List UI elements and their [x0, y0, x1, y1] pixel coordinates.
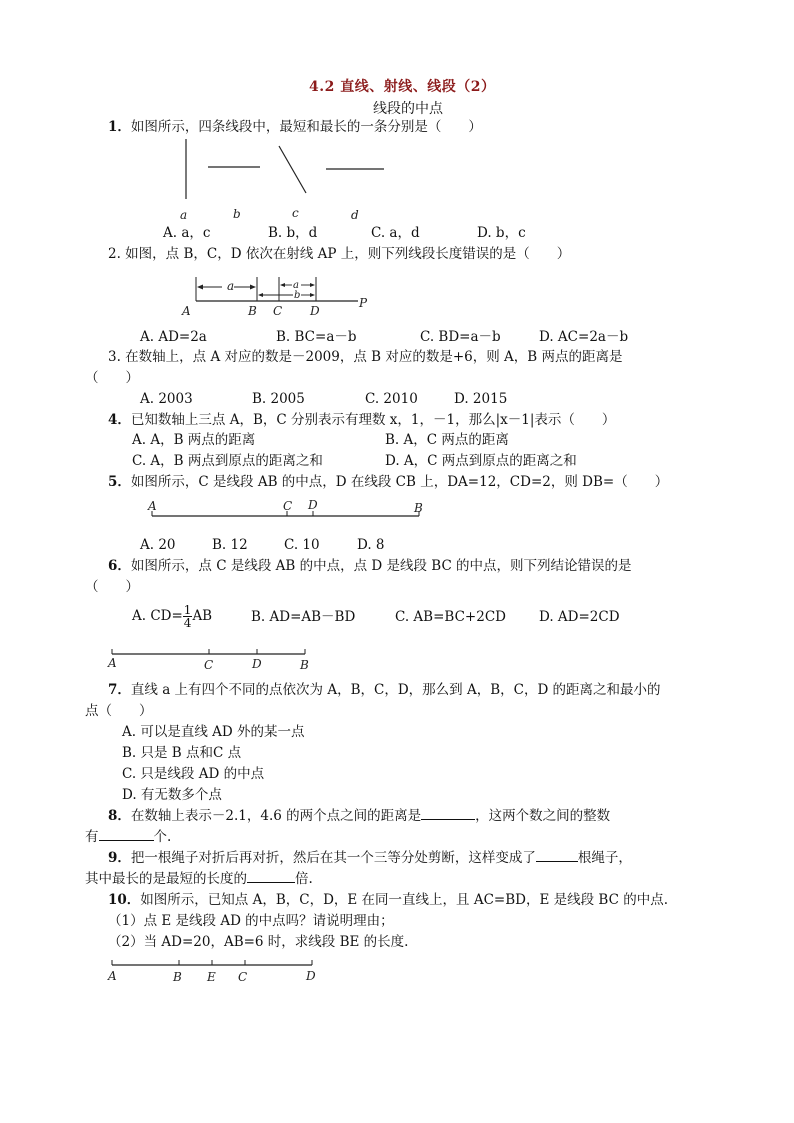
label-C: C: [238, 970, 248, 984]
label-B: B: [248, 304, 257, 318]
question-3-option-b: B. 2005: [252, 391, 305, 407]
question-5-option-c: C. 10: [284, 537, 320, 553]
question-7-option-b: B. 只是 B 点和C 点: [122, 745, 242, 761]
question-5-text: 如图所示，C 是线段 AB 的中点，D 在线段 CB 上，DA=12，CD=2，则 DB=（ ）: [130, 474, 669, 490]
question-7-option-c: C. 只是线段 AD 的中点: [122, 766, 265, 782]
label-D: D: [252, 657, 262, 671]
question-6-option-c: C. AB=BC+2CD: [395, 609, 506, 625]
fraction-numerator: 1: [183, 603, 192, 617]
question-2-option-d: D. AC=2a－b: [539, 329, 629, 345]
label-B: B: [300, 658, 309, 672]
question-9-text-part2: 根绳子，: [577, 850, 632, 866]
question-6-option-a-prefix: A. CD=: [132, 608, 183, 624]
label-P: P: [359, 296, 368, 310]
question-10-sub2: （2）当 AD=20，AB=6 时，求线段 BE 的长度.: [108, 934, 409, 950]
question-9-text-part1: 把一根绳子对折后再对折，然后在其一个三等分处剪断，这样变成了: [130, 850, 536, 866]
question-7-text-line2: 点（ ）: [85, 703, 153, 719]
label-dim-a2: a: [293, 280, 299, 291]
question-9-text-part3: 其中最长的是最短的长度的: [85, 871, 247, 887]
question-8-text-part2: ，这两个数之间的整数: [475, 808, 611, 824]
question-5-number: 5．: [108, 474, 131, 490]
question-1-text: 如图所示，四条线段中，最短和最长的一条分别是（ ）: [130, 119, 482, 135]
label-d: d: [351, 208, 359, 222]
question-6-number: 6．: [108, 558, 131, 574]
question-9-number: 9．: [108, 850, 131, 866]
question-3-option-d: D. 2015: [454, 391, 508, 407]
label-A: A: [182, 304, 191, 318]
label-C: C: [273, 304, 283, 318]
page-subtitle: 线段的中点: [373, 101, 443, 117]
question-4-option-d: D. A，C 两点到原点的距离之和: [385, 453, 577, 469]
label-E: E: [207, 970, 216, 984]
question-6-option-d: D. AD=2CD: [539, 609, 620, 625]
label-a: a: [180, 208, 188, 222]
question-3-text-line1: 3. 在数轴上，点 A 对应的数是－2009，点 B 对应的数是+6，则 A，B 两点的距离是: [108, 349, 623, 365]
question-3-option-a: A. 2003: [140, 391, 193, 407]
label-D: D: [310, 304, 320, 318]
label-A: A: [148, 499, 157, 513]
question-10-sub1: （1）点 E 是线段 AD 的中点吗？请说明理由；: [108, 913, 394, 929]
question-2-option-a: A. AD=2a: [140, 329, 207, 345]
question-4-option-a: A. A，B 两点的距离: [132, 432, 256, 448]
label-B: B: [173, 970, 182, 984]
label-b: b: [233, 207, 241, 221]
question-2-option-c: C. BD=a－b: [420, 329, 501, 345]
question-10-text: 如图所示，已知点 A，B，C，D，E 在同一直线上，且 AC=BD，E 是线段 BC 的中点.: [140, 892, 669, 908]
question-10-number: 10．: [108, 892, 141, 908]
question-1-option-d: D. b，c: [477, 225, 526, 241]
question-1-option-b: B. b，d: [268, 225, 318, 241]
label-dim-b: b: [294, 290, 301, 301]
question-2-text: 2. 如图，点 B，C，D 依次在射线 AP 上，则下列线段长度错误的是（ ）: [108, 246, 571, 262]
label-C: C: [204, 658, 214, 672]
question-8-text-part4: 个.: [153, 829, 172, 845]
label-dim-a1: a: [227, 279, 235, 293]
question-4-option-c: C. A，B 两点到原点的距离之和: [132, 453, 323, 469]
question-2-option-b: B. BC=a－b: [276, 329, 357, 345]
question-7-option-a: A. 可以是直线 AD 外的某一点: [122, 724, 305, 740]
fraction-denominator: 4: [183, 616, 192, 630]
question-1-option-c: C. a，d: [371, 225, 420, 241]
question-7-number: 7．: [108, 682, 131, 698]
question-1-option-a: A. a，c: [163, 225, 211, 241]
question-6-option-a-suffix: AB: [192, 608, 213, 624]
question-4-option-b: B. A，C 两点的距离: [385, 432, 509, 448]
label-c: c: [292, 206, 299, 220]
question-8-text-part1: 在数轴上表示－2.1，4.6 的两个点之间的距离是: [130, 808, 422, 824]
question-9-text-part4: 倍.: [295, 871, 313, 887]
question-8-number: 8．: [108, 808, 131, 824]
question-4-number: 4．: [108, 412, 131, 428]
label-D: D: [308, 498, 318, 512]
question-1-number: 1．: [108, 119, 131, 135]
question-5-option-b: B. 12: [212, 537, 248, 553]
question-8-text-part3: 有: [85, 829, 99, 845]
question-3-option-c: C. 2010: [365, 391, 418, 407]
question-5-option-a: A. 20: [140, 537, 176, 553]
question-3-text-line2: （ ）: [85, 370, 139, 386]
page-title: 4.2 直线、射线、线段（2）: [309, 79, 496, 95]
question-7-text-line1: 直线 a 上有四个不同的点依次为 A，B，C，D，那么到 A，B，C，D 的距离之和最小的: [130, 682, 661, 698]
question-7-option-d: D. 有无数多个点: [122, 787, 222, 803]
label-A: A: [108, 656, 117, 670]
question-5-option-d: D. 8: [357, 537, 385, 553]
label-A: A: [108, 969, 117, 983]
label-D: D: [306, 969, 316, 983]
label-B: B: [414, 501, 423, 515]
question-6-option-b: B. AD=AB－BD: [251, 609, 356, 625]
label-C: C: [283, 499, 293, 513]
question-6-text-line2: （ ）: [85, 579, 139, 595]
question-6-text-line1: 如图所示，点 C 是线段 AB 的中点，点 D 是线段 BC 的中点，则下列结论错误的是: [130, 558, 632, 574]
question-4-text: 已知数轴上三点 A，B，C 分别表示有理数 x，1，－1，那么|x－1|表示（ ）: [130, 412, 616, 428]
